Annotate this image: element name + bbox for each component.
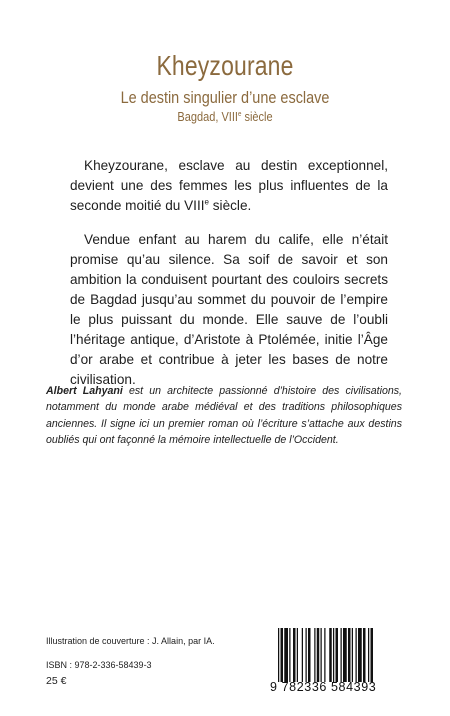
barcode-bar bbox=[336, 628, 339, 682]
barcode-digits: 9 782336 584393 bbox=[270, 680, 377, 694]
barcode-bar bbox=[341, 628, 342, 682]
barcode-bar bbox=[343, 628, 347, 682]
barcode-bar bbox=[348, 628, 351, 682]
barcode-bar bbox=[371, 628, 374, 682]
context-suffix: siècle bbox=[241, 110, 273, 124]
barcode-bar bbox=[352, 628, 353, 682]
barcode-bar bbox=[314, 628, 315, 682]
barcode-bar bbox=[321, 628, 322, 682]
barcode-bar bbox=[308, 628, 311, 682]
blurb-p1-tail: siècle. bbox=[208, 198, 252, 213]
barcode-bar bbox=[324, 628, 325, 682]
barcode-bar bbox=[317, 628, 320, 682]
illustration-credit: Illustration de couverture : J. Allain, par IA. bbox=[46, 636, 215, 646]
barcode-bar bbox=[297, 628, 298, 682]
barcode-bar bbox=[306, 628, 307, 682]
author-bio bbox=[46, 383, 402, 449]
blurb-paragraph-2: Vendue enfant au harem du calife, elle n’était promise qu’au silence. Sa soif de savoir et son ambition la conduisent pourtant des couloirs secrets de Bagdad jusqu’au sommet du pouvoir de l’empire le plus puissant du monde. Elle sauve de l’oubli l’héritage antique, d’Aristote à Ptolémée, initie l’Âge d’or arabe et contribue à jeter les bases de notre civilisation. bbox=[70, 232, 388, 387]
barcode-bar bbox=[363, 628, 366, 682]
book-context bbox=[27, 110, 423, 124]
book-title: Kheyzourane bbox=[156, 50, 294, 81]
barcode-bar bbox=[289, 628, 290, 682]
barcode-bar bbox=[293, 628, 296, 682]
barcode-bar bbox=[329, 628, 332, 682]
barcode-bar bbox=[368, 628, 369, 682]
barcode-bar bbox=[358, 628, 362, 682]
price: 25 € bbox=[46, 675, 67, 687]
barcode-bar bbox=[302, 628, 303, 682]
barcode-bar bbox=[356, 628, 357, 682]
barcode-bar bbox=[284, 628, 288, 682]
blurb-p1-text: Kheyzourane, esclave au destin exceptionnel, devient une des femmes les plus influentes de la seconde moitié du VIII bbox=[70, 158, 388, 213]
book-subtitle: Le destin singulier d’une esclave bbox=[120, 88, 330, 107]
isbn: ISBN : 978-2-336-58439-3 bbox=[46, 660, 152, 670]
blurb-p1-superscript: e bbox=[204, 197, 209, 207]
barcode-bar bbox=[333, 628, 334, 682]
author-bio-text: est un architecte passionné d’histoire des civilisations, notamment du monde arabe médiéval et des traditions philosophiques anciennes. Il signe ici un premier roman où l’écriture s’attache aux destins oubliés qui ont façonné la mémoire intellectuelle de l’Occident. bbox=[46, 385, 402, 447]
author-name: Albert Lahyani bbox=[46, 385, 123, 397]
context-superscript: e bbox=[237, 110, 242, 118]
barcode-icon bbox=[278, 628, 404, 682]
context-prefix: Bagdad, VIII bbox=[177, 110, 238, 124]
barcode-bar bbox=[278, 628, 279, 682]
blurb-paragraph-1 bbox=[70, 156, 388, 216]
barcode-bar bbox=[281, 628, 284, 682]
